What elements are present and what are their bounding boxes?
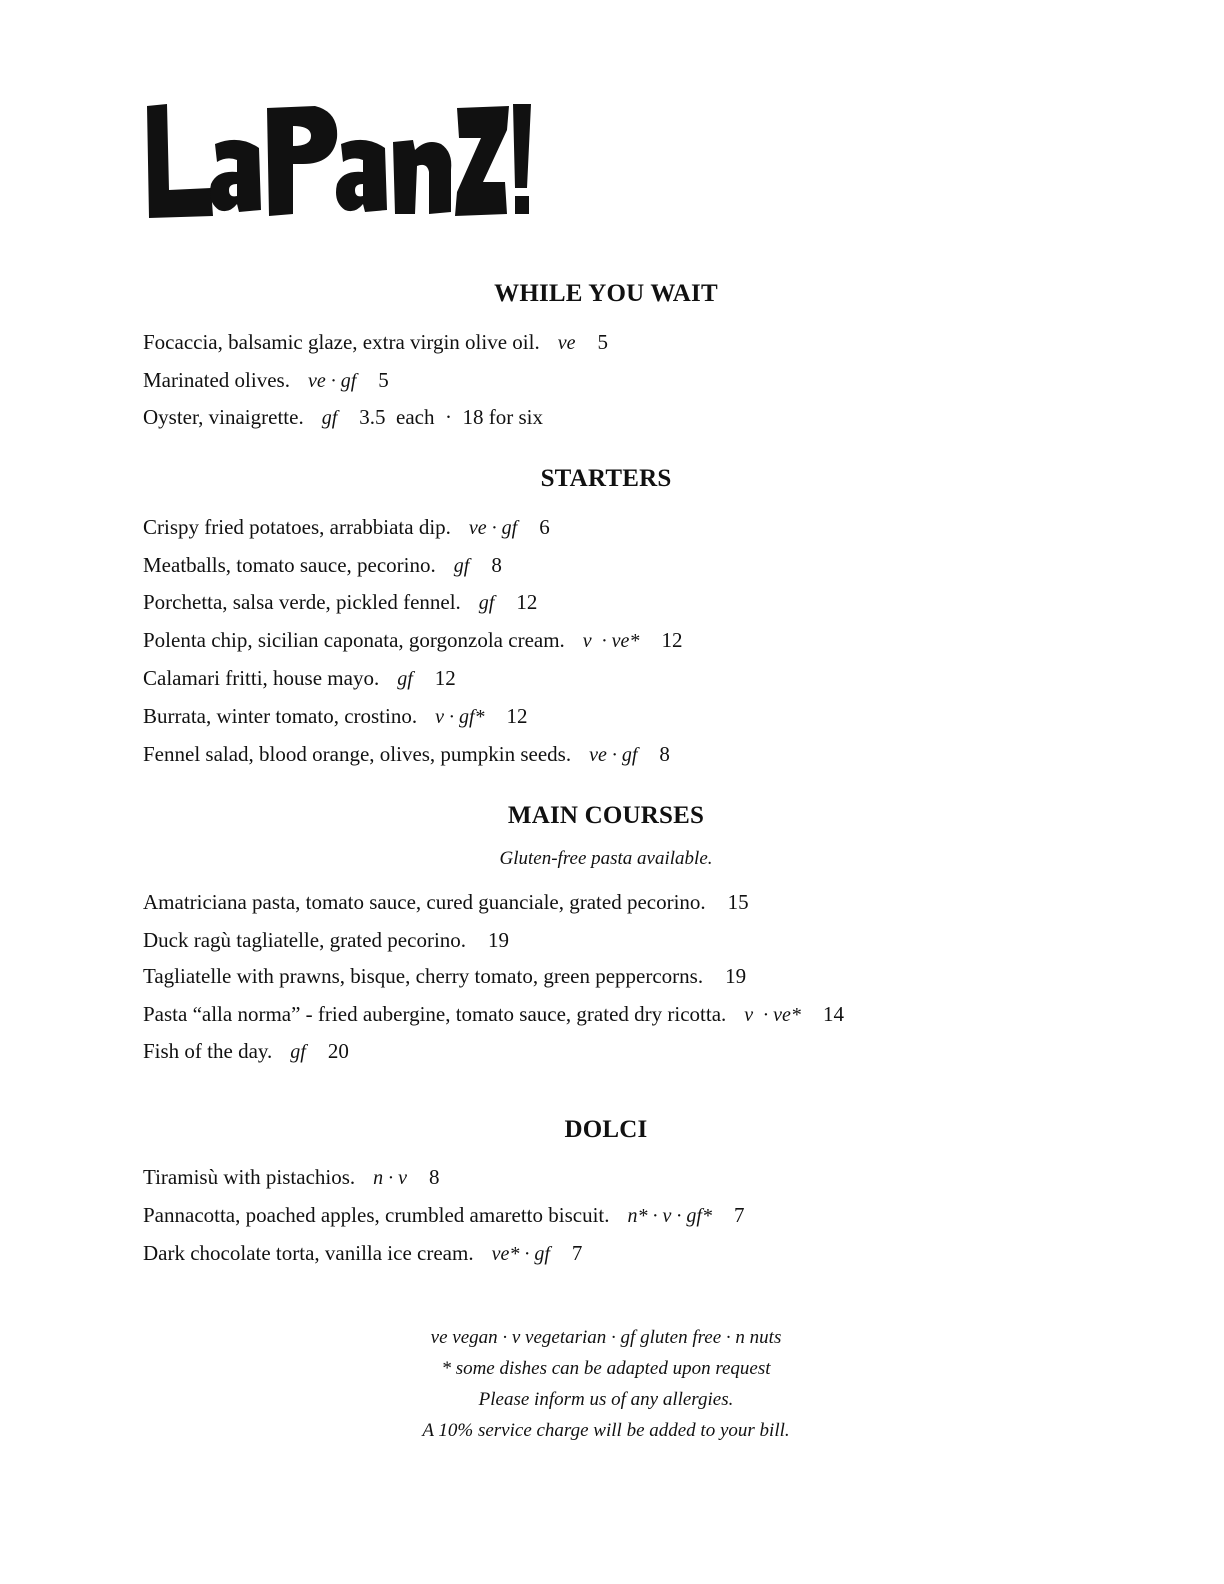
item-name: Fish of the day. (143, 1039, 273, 1063)
section-title-while-you-wait: WHILE YOU WAIT (494, 280, 718, 307)
adaptation-note: * some dishes can be adapted upon request (441, 1358, 771, 1379)
section-title-dolci: DOLCI (564, 1116, 648, 1143)
item-price: 8 (659, 742, 670, 766)
menu-item (143, 927, 509, 953)
item-price: 19 (725, 964, 747, 988)
item-name: Amatriciana pasta, tomato sauce, cured guanciale, grated pecorino. (143, 890, 706, 914)
item-price: 15 (727, 890, 749, 914)
menu-item (143, 665, 456, 692)
item-name: Crispy fried potatoes, arrabbiata dip. (143, 515, 451, 539)
gluten-free-note: Gluten-free pasta available. (499, 848, 713, 869)
allergy-note: Please inform us of any allergies. (478, 1389, 734, 1410)
item-name: Fennel salad, blood orange, olives, pumpkin seeds. (143, 742, 572, 766)
item-tags: gf (478, 592, 495, 614)
item-price: 14 (822, 1002, 844, 1026)
item-name: Oyster, vinaigrette. (143, 405, 304, 429)
item-name: Calamari fritti, house mayo. (143, 666, 380, 690)
item-tags: gf (290, 1041, 306, 1063)
item-tags: gf (321, 407, 338, 429)
item-price: 12 (434, 666, 456, 690)
item-price: 7 (571, 1241, 583, 1265)
menu-item (143, 703, 528, 730)
menu-item (143, 741, 670, 768)
item-name: Pasta “alla norma” - fried aubergine, tomato sauce, grated dry ricotta. (143, 1002, 727, 1026)
item-price: 3.5 each · 18 for six (359, 405, 543, 429)
item-price: 12 (661, 628, 683, 652)
item-price: 5 (597, 330, 608, 354)
menu-item (143, 963, 746, 989)
menu-item (143, 367, 389, 394)
item-tags: ve* · gf (491, 1243, 550, 1265)
item-tags: v · gf* (435, 706, 485, 728)
item-tags: gf (453, 555, 470, 577)
item-tags: v · ve* (582, 630, 640, 652)
section-title-starters: STARTERS (540, 465, 672, 492)
item-price: 8 (491, 553, 502, 577)
item-tags: n* · v · gf* (627, 1205, 712, 1227)
dietary-legend: ve vegan · v vegetarian · gf gluten free · n nuts (430, 1327, 782, 1348)
item-name: Marinated olives. (143, 368, 290, 392)
item-name: Duck ragù tagliatelle, grated pecorino. (143, 928, 467, 952)
item-name: Polenta chip, sicilian caponata, gorgonzola cream. (143, 628, 565, 652)
menu-item (143, 1164, 440, 1191)
item-name: Burrata, winter tomato, crostino. (143, 704, 418, 728)
menu-item (143, 404, 543, 431)
item-name: Meatballs, tomato sauce, pecorino. (143, 553, 436, 577)
item-tags: n · v (373, 1167, 408, 1189)
item-name: Porchetta, salsa verde, pickled fennel. (143, 590, 461, 614)
item-price: 5 (378, 368, 389, 392)
menu-item (143, 1001, 844, 1028)
menu-item (143, 329, 608, 356)
item-tags: gf (397, 668, 413, 690)
menu-item (143, 552, 502, 579)
item-price: 7 (733, 1203, 745, 1227)
menu-item (143, 627, 682, 654)
service-charge-note: A 10% service charge will be added to your bill. (422, 1420, 790, 1441)
item-price: 20 (327, 1039, 349, 1063)
item-price: 12 (506, 704, 528, 728)
lapanza-logo (143, 98, 533, 222)
menu-item (143, 1240, 582, 1267)
item-tags: ve (557, 332, 576, 354)
lapanza-wordmark-logo (143, 98, 533, 222)
menu-item (143, 889, 749, 915)
item-price: 12 (516, 590, 538, 614)
item-price: 8 (429, 1165, 440, 1189)
item-price: 6 (539, 515, 550, 539)
item-name: Tagliatelle with prawns, bisque, cherry tomato, green peppercorns. (143, 964, 704, 988)
item-name: Focaccia, balsamic glaze, extra virgin olive oil. (143, 330, 540, 354)
item-tags: ve · gf (589, 744, 638, 766)
item-tags: ve · gf (307, 370, 357, 392)
menu-item (143, 514, 550, 541)
item-name: Pannacotta, poached apples, crumbled amaretto biscuit. (143, 1203, 610, 1227)
menu-item (143, 1202, 744, 1229)
item-name: Dark chocolate torta, vanilla ice cream. (143, 1241, 474, 1265)
item-tags: ve · gf (468, 517, 518, 539)
item-price: 19 (488, 928, 510, 952)
section-title-main-courses: MAIN COURSES (507, 802, 705, 829)
item-tags: v · ve* (744, 1004, 801, 1026)
item-name: Tiramisù with pistachios. (143, 1165, 356, 1189)
menu-item (143, 1038, 349, 1065)
menu-item (143, 589, 537, 616)
